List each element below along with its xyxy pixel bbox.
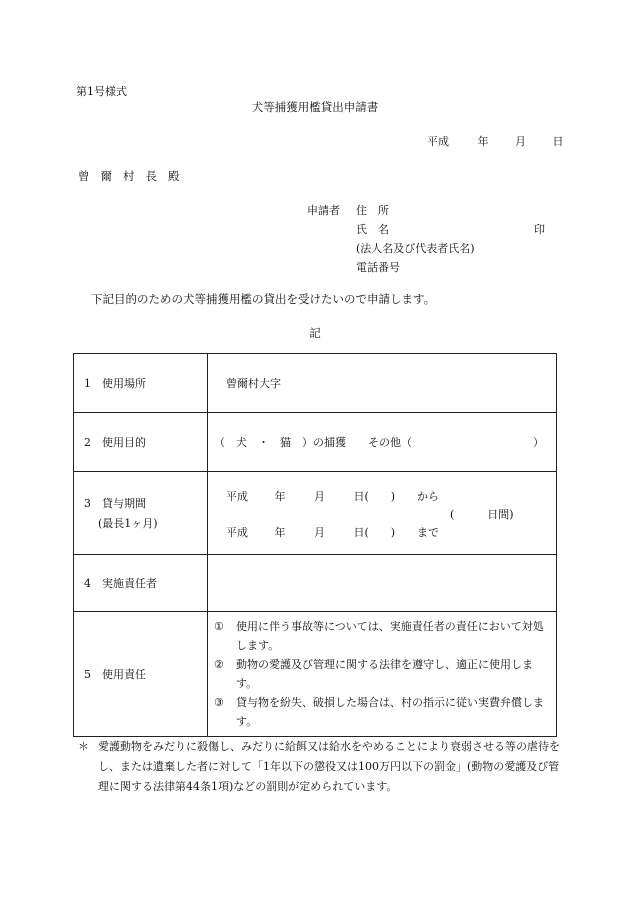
period-days: ( 日間) bbox=[450, 508, 514, 521]
request-text: 下記目的のための犬等捕獲用檻の貸出を受けたいので申請します。 bbox=[91, 292, 436, 306]
end-month: 月 bbox=[314, 526, 325, 539]
footnote-text: 愛護動物をみだりに殺傷し、みだりに給餌又は給水をやめることにより衰弱させる等の虐待をし、または遺棄した者に対して「1年以下の懲役又は100万円以下の罰金」(動物の愛護及び管理に関する法律第44条1項)などの罰則が定められています。 bbox=[98, 740, 560, 793]
corp-note: (法人名及び代表者氏名) bbox=[356, 242, 475, 255]
item-text: 使用に伴う事故等については、実施責任者の責任において対処します。 bbox=[236, 620, 544, 652]
start-era: 平成 bbox=[226, 490, 248, 503]
item-text: 動物の愛護及び管理に関する法律を遵守し、適正に使用します。 bbox=[236, 658, 533, 690]
period-sublabel: (最長1ヶ月) bbox=[98, 517, 158, 530]
table-row-responsible bbox=[74, 555, 557, 612]
end-day: 日( ) bbox=[353, 526, 396, 539]
liability-label: 5 使用責任 bbox=[74, 612, 208, 737]
addressee: 曾爾村長殿 bbox=[78, 169, 191, 183]
date-month: 月 bbox=[515, 135, 526, 148]
footnote bbox=[78, 737, 563, 797]
footnote-mark: ＊ bbox=[78, 740, 89, 753]
item-number: ③ bbox=[214, 696, 224, 709]
phone-label: 電話番号 bbox=[356, 261, 400, 274]
seal-mark: 印 bbox=[534, 223, 545, 236]
table-row-purpose bbox=[74, 413, 557, 472]
date-line bbox=[427, 133, 564, 149]
item-number: ② bbox=[214, 658, 224, 671]
end-year: 年 bbox=[274, 526, 286, 539]
applicant-label: 申請者 bbox=[307, 204, 340, 217]
list-item bbox=[214, 693, 548, 731]
responsible-label: 4 実施責任者 bbox=[74, 555, 208, 612]
liability-list bbox=[208, 612, 556, 736]
date-year: 年 bbox=[477, 135, 489, 148]
document-title: 犬等捕獲用檻貸出申請書 bbox=[251, 100, 379, 114]
start-month: 月 bbox=[314, 490, 325, 503]
ki-heading: 記 bbox=[309, 326, 321, 340]
start-year: 年 bbox=[274, 490, 286, 503]
period-end bbox=[226, 524, 439, 540]
purpose-value[interactable]: （ 犬 ・ 猫 ）の捕獲 その他（ ） bbox=[208, 413, 557, 472]
period-label-cell bbox=[74, 472, 208, 555]
list-item bbox=[214, 655, 548, 693]
item-number: ① bbox=[214, 620, 224, 633]
period-start bbox=[226, 488, 439, 504]
table-row-liability bbox=[74, 612, 557, 737]
responsible-value[interactable] bbox=[208, 555, 557, 612]
liability-value bbox=[208, 612, 557, 737]
start-suffix: から bbox=[417, 490, 439, 503]
address-label: 住 所 bbox=[356, 204, 389, 217]
request-table bbox=[73, 353, 557, 737]
name-label: 氏 名 bbox=[356, 223, 389, 236]
item-text: 貸与物を紛失、破損した場合は、村の指示に従い実費弁償します。 bbox=[236, 696, 544, 728]
end-era: 平成 bbox=[226, 526, 248, 539]
period-label: 3 貸与期間 bbox=[84, 497, 146, 510]
start-day: 日( ) bbox=[353, 490, 396, 503]
place-value[interactable]: 曾爾村大字 bbox=[208, 354, 557, 413]
date-era: 平成 bbox=[427, 135, 449, 148]
date-day: 日 bbox=[552, 135, 564, 148]
end-suffix: まで bbox=[417, 526, 439, 539]
form-number: 第1号様式 bbox=[76, 85, 127, 98]
table-row-period bbox=[74, 472, 557, 555]
table-row-place bbox=[74, 354, 557, 413]
period-value[interactable] bbox=[208, 472, 557, 555]
purpose-label: 2 使用目的 bbox=[74, 413, 208, 472]
list-item bbox=[214, 617, 548, 655]
place-label: 1 使用場所 bbox=[74, 354, 208, 413]
